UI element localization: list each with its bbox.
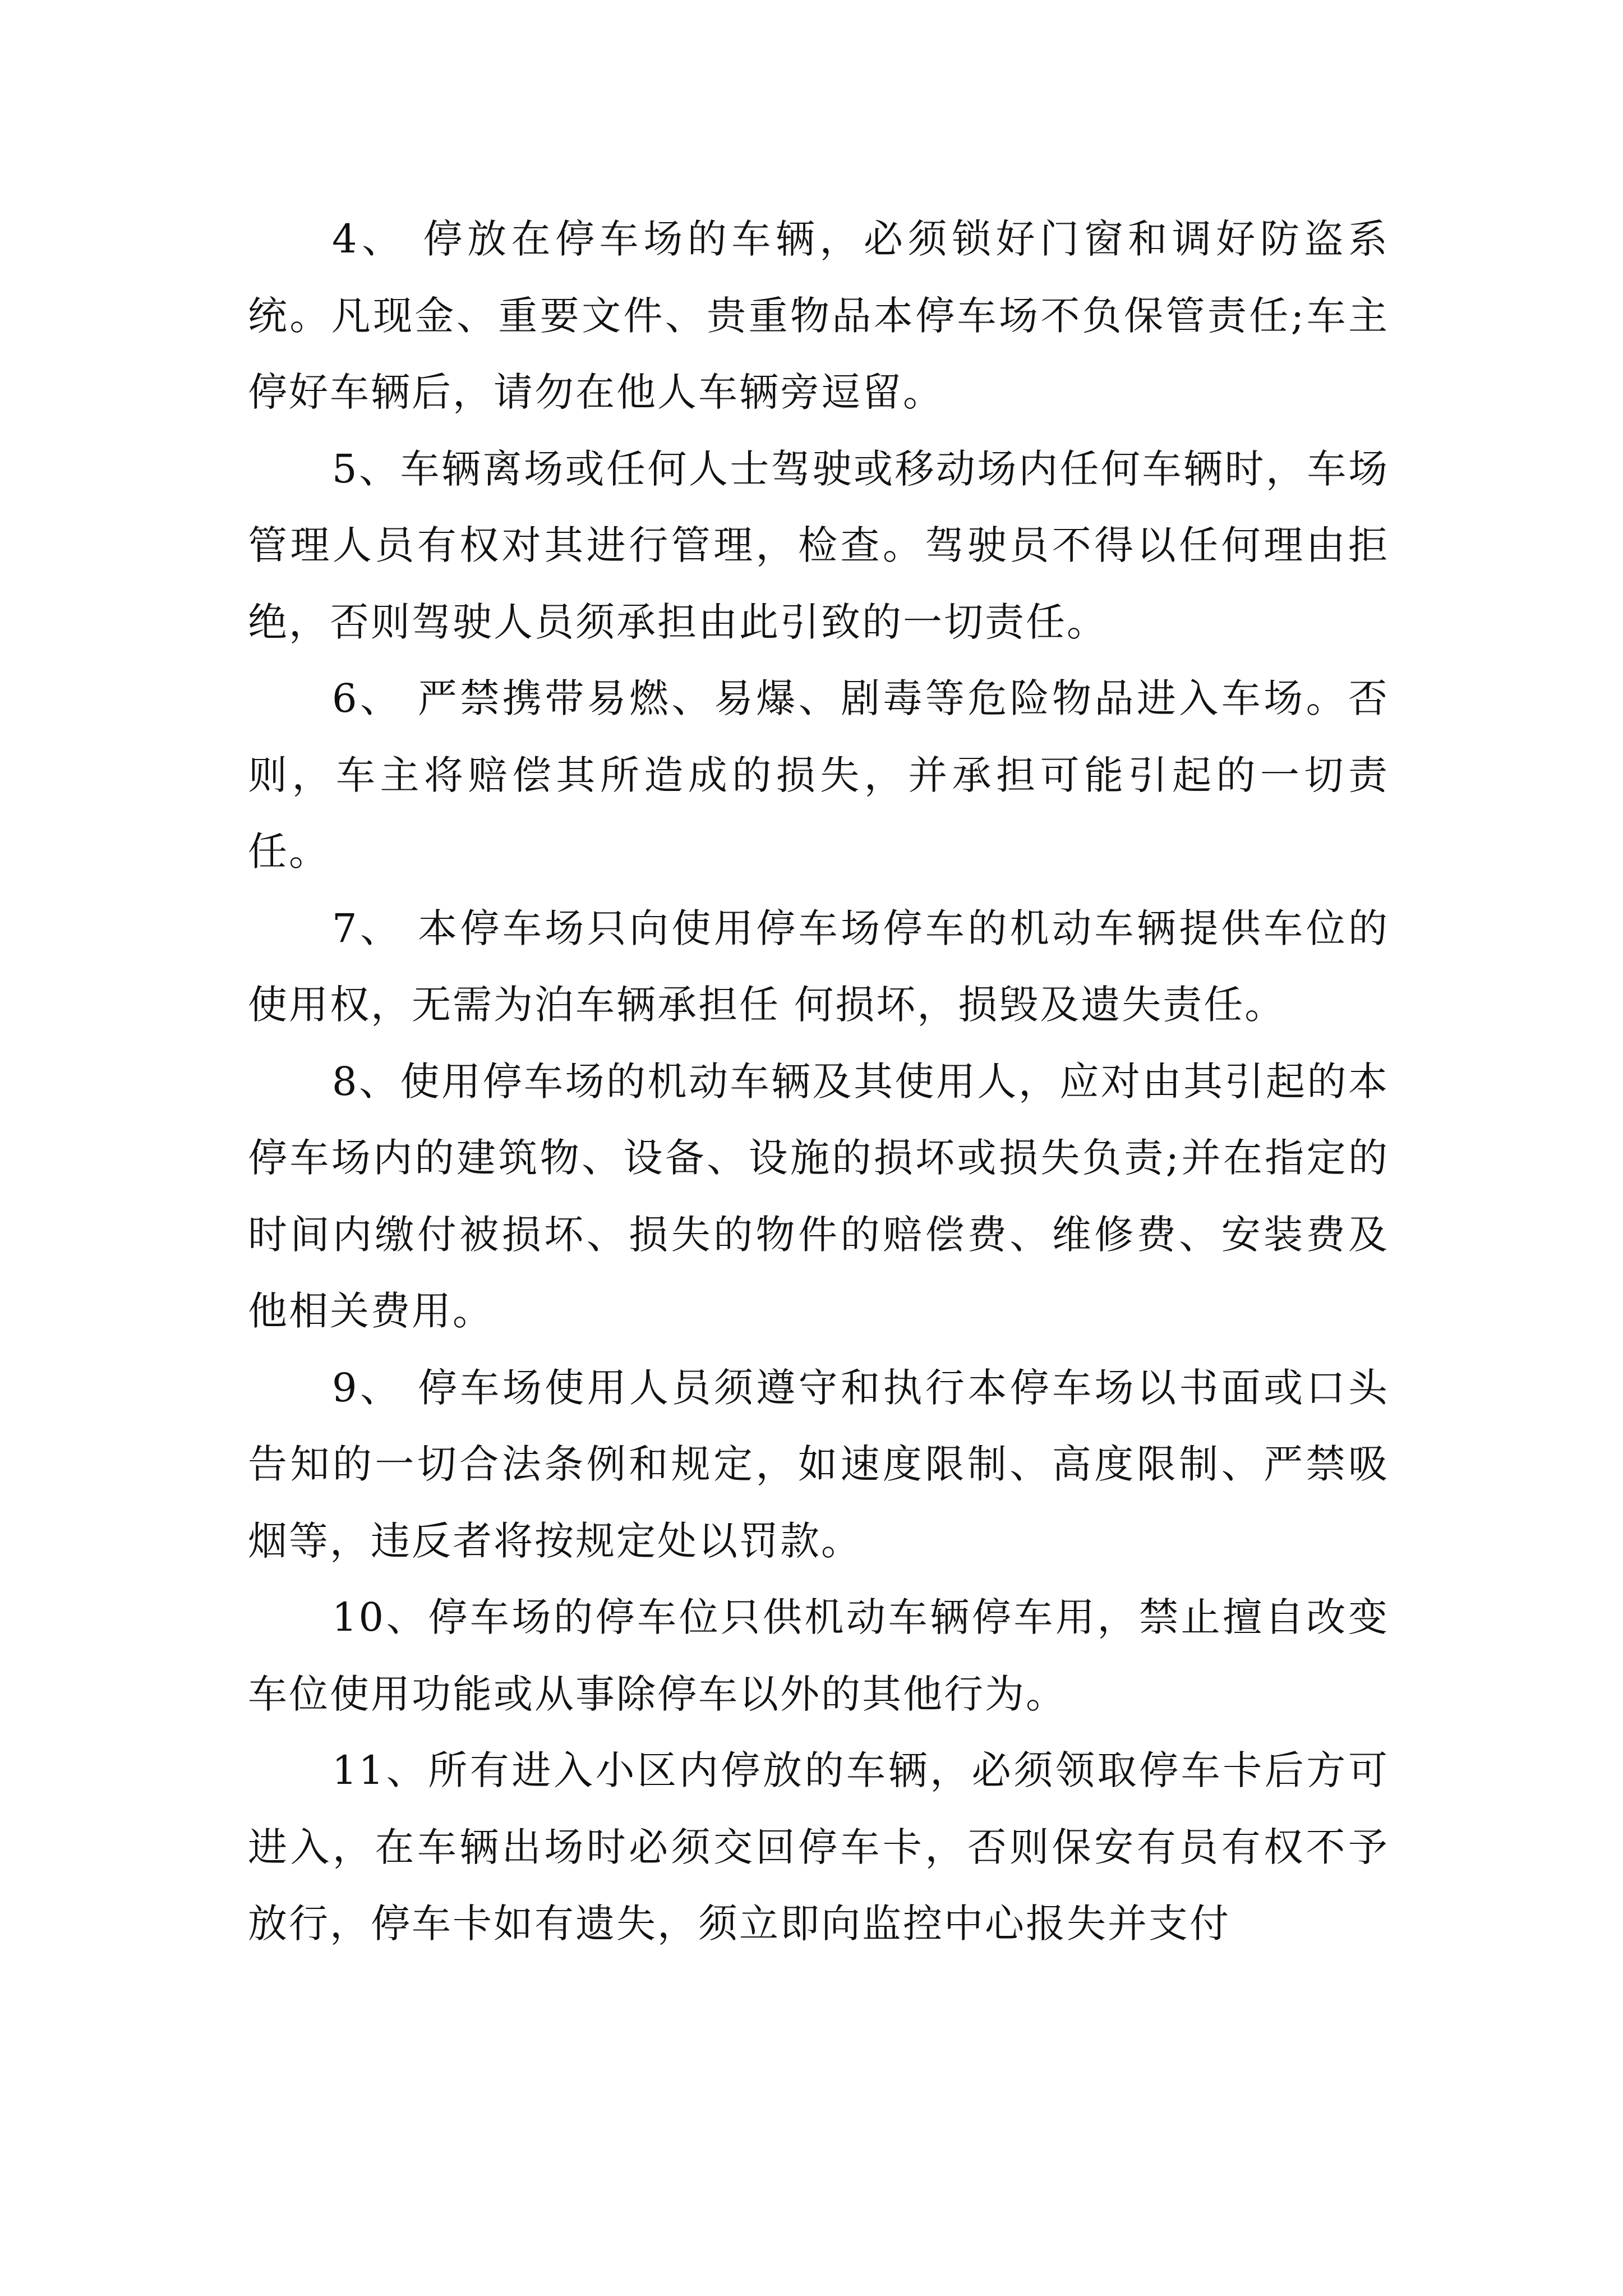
paragraph-item-9: 9、 停车场使用人员须遵守和执行本停车场以书面或口头告知的一切合法条例和规定，如速度限制、高度限制、严禁吸烟等，违反者将按规定处以罚款。: [248, 1364, 1389, 1564]
paragraph-item-6: 6、 严禁携带易燃、易爆、剧毒等危险物品进入车场。否则，车主将赔偿其所造成的损失，并承担可能引起的一切责任。: [248, 675, 1389, 875]
paragraph-item-11: 11、所有进入小区内停放的车辆，必须领取停车卡后方可进入，在车辆出场时必须交回停车卡，否则保安有员有权不予放行，停车卡如有遗失，须立即向监控中心报失并支付: [248, 1747, 1389, 1947]
paragraph-item-7: 7、 本停车场只向使用停车场停车的机动车辆提供车位的使用权，无需为泊车辆承担任 何损坏，损毁及遗失责任。: [248, 905, 1389, 1028]
paragraph-item-10: 10、停车场的停车位只供机动车辆停车用，禁止擅自改变车位使用功能或从事除停车以外的其他行为。: [248, 1594, 1389, 1717]
paragraph-item-4: 4、 停放在停车场的车辆，必须锁好门窗和调好防盗系统。凡现金、重要文件、贵重物品本停车场不负保管责任;车主停好车辆后，请勿在他人车辆旁逗留。: [248, 216, 1389, 415]
document-body: [248, 201, 1389, 1962]
paragraph-item-5: 5、车辆离场或任何人士驾驶或移动场内任何车辆时，车场管理人员有权对其进行管理，检查。驾驶员不得以任何理由拒绝，否则驾驶人员须承担由此引致的一切责任。: [248, 445, 1389, 645]
paragraph-item-8: 8、使用停车场的机动车辆及其使用人，应对由其引起的本停车场内的建筑物、设备、设施的损坏或损失负责;并在指定的时间内缴付被损坏、损失的物件的赔偿费、维修费、安装费及他相关费用。: [248, 1058, 1389, 1334]
